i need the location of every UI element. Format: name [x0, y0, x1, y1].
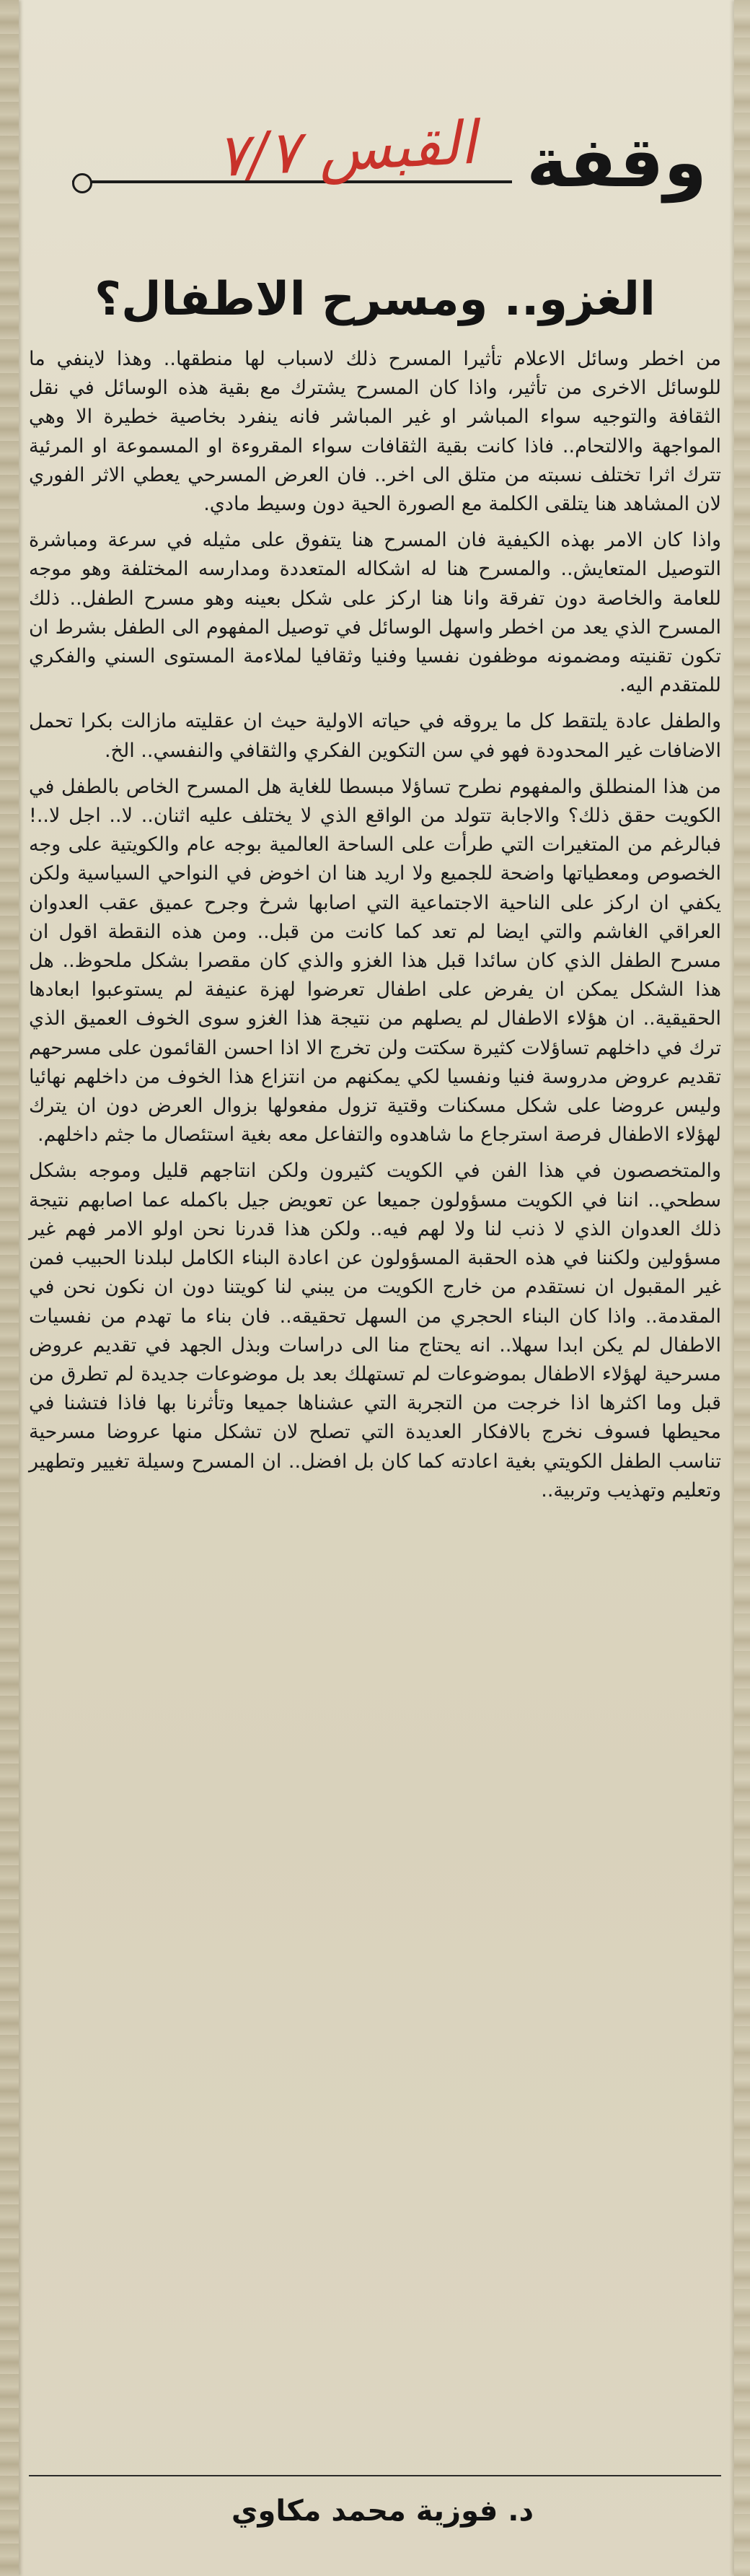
- author-byline: د. فوزية محمد مكاوي: [231, 2494, 534, 2528]
- byline-rule: [29, 2475, 721, 2476]
- article-paragraph: من اخطر وسائل الاعلام تأثيرا المسرح ذلك لاسباب لها منطقها.. وهذا لاينفي ما للوسائل الاخرى من تأثير، واذا كان المسرح يشترك مع بقية هذه الوسائل في نقل الثقافة والتوجيه سواء المباشر او غير المباشر فانه ينفرد بخاصية خطيرة الا وهي المواجهة والالتحام.. فاذا كانت بقية الثقافات سواء المقروءة او المسموعة او المرئية تترك اثرا تختلف نسبته من متلق الى اخر.. فان العرض المسرحي يعطي الاثر الفوري لان المشاهد هنا يتلقى الكلمة مع الصورة الحية دون وسيط مادي.: [29, 348, 721, 516]
- column-name: وقفة: [526, 122, 707, 203]
- article-paragraph: واذا كان الامر بهذه الكيفية فان المسرح هنا يتفوق على مثيله في سرعة ومباشرة التوصيل المتعايش.. والمسرح هنا له اشكاله المتعددة ومدارسه المختلفة وهو موجه للعامة والخاصة دون تفرقة وانا هنا اركز على شكل بعينه وهو مسرح الطفل.. ذلك المسرح الذي يعد من اخطر واسهل الوسائل في توصيل المفهوم الى الطفل بشرط ان تكون تقنيته ومضمونه موظفون نفسيا وفنيا وثقافيا لملاءمة المستوى السني والفكري للمتقدم اليه.: [29, 529, 721, 697]
- handwritten-date-note: القبس ٧/٧: [214, 108, 478, 191]
- article-paragraph: من هذا المنطلق والمفهوم نطرح تساؤلا مبسطا للغاية هل المسرح الخاص بالطفل في الكويت حقق ذلك؟ والاجابة تتولد من الواقع الذي لا يختلف عليه اثنان.. لا.. اجل لا..!فبالرغم من المتغيرات التي طرأت على الساحة العالمية بوجه عام والكويتية على وجه الخصوص ومعطياتها واضحة للجميع ولا اريد هنا ان اخوض في النواحي السياسية ولكن يكفي ان اركز على الناحية الاجتماعية التي اصابها شرخ وجرح عميق عقب العدوان العراقي الغاشم والتي ايضا لم تعد كما كانت من قبل.. ومن هذه النقطة اقول ان مسرح الطفل الذي كان سائدا قبل هذا الغزو والذي كان مقصرا بشكل ملحوظ.. هل هذا الشكل يمكن ان يفرض على اطفال تعرضوا لهزة عنيفة لم يستوعبوا ابعادها الحقيقية.. ان هؤلاء الاطفال لم يصلهم من نتيجة هذا الغزو سوى الخوف العميق الذي ترك في داخلهم تساؤلات كثيرة سكتت ولن تخرج الا اذا احسن القائمون على مسرحهم تقديم عروض مدروسة فنيا ونفسيا لكي يمكنهم من انتزاع هذا الخوف من داخلهم نهائيا وليس عروضا على شكل مسكنات وقتية تزول مفعولها بزوال العرض دون ان يترك لهؤلاء الاطفال فرصة استرجاع ما شاهدوه والتفاعل معه بغية استئصال ما جثم داخلهم.: [29, 775, 721, 1147]
- header-ornament: [72, 173, 92, 193]
- article-body: [29, 345, 721, 1512]
- torn-left-edge: [0, 0, 19, 2576]
- article-headline: الغزو.. ومسرح الاطفال؟: [94, 273, 656, 326]
- article-paragraph: والطفل عادة يلتقط كل ما يروقه في حياته الاولية حيث ان عقليته مازالت بكرا تحمل الاضافات غير المحدودة فهو في سن التكوين الفكري والثقافي والنفسي.. الخ.: [29, 710, 721, 762]
- column-header: [29, 65, 721, 231]
- torn-right-edge: [734, 0, 750, 2576]
- article-paragraph: والمتخصصون في هذا الفن في الكويت كثيرون ولكن انتاجهم قليل وموجه بشكل سطحي.. اننا في الكويت مسؤولون جميعا عن تعويض جيل باكمله عما اصابهم نتيجة ذلك العدوان الذي لا ذنب لنا ولا لهم فيه.. ولكن هذا قدرنا نحن اولو الامر فهم غير مسؤولين ولكننا في هذه الحقبة المسؤولون عن اعادة البناء الكامل لبلدنا الحبيب فمن غير المقبول ان نستقدم من خارج الكويت من يبني لنا كويتنا دون ان نكون نحن في المقدمة.. واذا كان البناء الحجري من السهل تحقيقه.. فان بناء ما تهدم من نفسيات الاطفال لم يكن ابدا سهلا.. انه يحتاج منا الى دراسات وبذل الجهد في تقديم عروض مسرحية لهؤلاء الاطفال بموضوعات لم تستهلك بعد بل موضوعات جديدة لم تطرق من قبل وما اكثرها اذا خرجت من التجربة التي عشناها جميعا وتأثرنا بها فاذا فتشنا في محيطها فسوف نخرج بالافكار العديدة التي تصلح لان تشكل منها عروضا مسرحية تناسب الطفل الكويتي بغية اعادته كما كان بل افضل.. ان المسرح وسيلة تغيير وتطهير وتعليم وتهذيب وتربية..: [29, 1160, 721, 1502]
